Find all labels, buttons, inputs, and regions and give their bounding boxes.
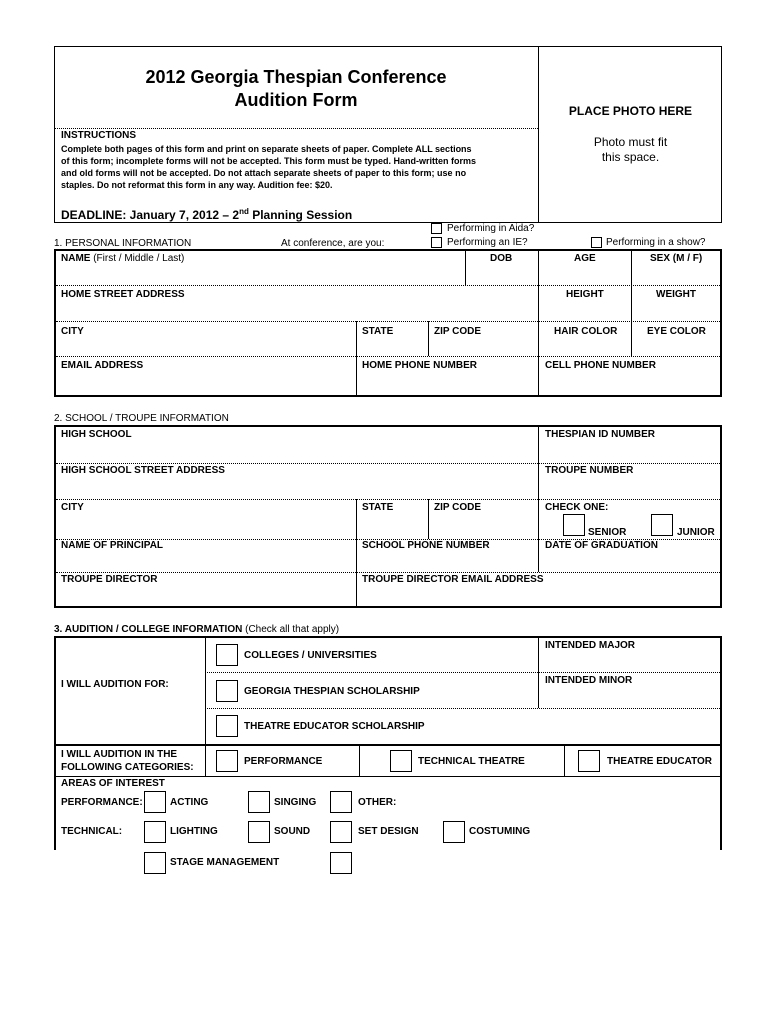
educator-category-checkbox[interactable] bbox=[578, 750, 600, 772]
show-checkbox[interactable] bbox=[591, 237, 602, 248]
technical-areas-label: TECHNICAL: bbox=[61, 826, 123, 837]
tes-checkbox[interactable] bbox=[216, 715, 238, 737]
performance-category-label: PERFORMANCE bbox=[244, 756, 323, 767]
row-divider bbox=[205, 708, 720, 709]
section-3-top-border bbox=[54, 636, 722, 638]
section-3-hint: (Check all that apply) bbox=[242, 624, 340, 635]
lighting-label: LIGHTING bbox=[170, 826, 218, 837]
school-city-field[interactable]: CITY bbox=[61, 502, 84, 513]
row-divider bbox=[56, 499, 720, 500]
school-phone-field[interactable]: SCHOOL PHONE NUMBER bbox=[362, 540, 490, 551]
name-hint: (First / Middle / Last) bbox=[90, 253, 185, 264]
graduation-field[interactable]: DATE OF GRADUATION bbox=[545, 540, 658, 551]
instructions-line-3: and old forms will not be accepted. Do not attach separate sheets of paper to this form; use no bbox=[61, 168, 467, 178]
set-design-checkbox[interactable] bbox=[330, 821, 352, 843]
instructions-heading: INSTRUCTIONS bbox=[61, 130, 136, 141]
col-divider bbox=[356, 499, 357, 606]
areas-of-interest-heading: AREAS OF INTEREST bbox=[61, 778, 165, 789]
conference-prompt: At conference, are you: bbox=[281, 238, 385, 249]
row-divider bbox=[56, 356, 720, 357]
school-zip-field[interactable]: ZIP CODE bbox=[434, 502, 482, 513]
dob-field[interactable]: DOB bbox=[490, 253, 513, 264]
performance-areas-label: PERFORMANCE: bbox=[61, 797, 143, 808]
deadline-suffix: Planning Session bbox=[248, 208, 353, 222]
instructions-line-1: Complete both pages of this form and print on separate sheets of paper. Complete ALL sections bbox=[61, 144, 472, 154]
ie-label: Performing an IE? bbox=[447, 237, 528, 248]
intended-major-field[interactable]: INTENDED MAJOR bbox=[545, 640, 636, 651]
singing-label: SINGING bbox=[274, 797, 317, 808]
instructions-line-4: staples. Do not reformat this form in any way. Audition fee: $20. bbox=[61, 180, 333, 190]
costuming-label: COSTUMING bbox=[469, 826, 531, 837]
stage-management-label: STAGE MANAGEMENT bbox=[170, 857, 280, 868]
photo-title: PLACE PHOTO HERE bbox=[568, 104, 693, 118]
email-field[interactable]: EMAIL ADDRESS bbox=[61, 360, 144, 371]
colleges-label: COLLEGES / UNIVERSITIES bbox=[244, 650, 377, 661]
sound-label: SOUND bbox=[274, 826, 311, 837]
aida-checkbox[interactable] bbox=[431, 223, 442, 234]
acting-label: ACTING bbox=[170, 797, 209, 808]
height-field[interactable]: HEIGHT bbox=[566, 289, 604, 300]
col-divider bbox=[428, 321, 429, 356]
cell-phone-field[interactable]: CELL PHONE NUMBER bbox=[545, 360, 656, 371]
junior-checkbox[interactable] bbox=[651, 514, 673, 536]
categories-label-line-1: I WILL AUDITION IN THE bbox=[61, 749, 178, 760]
gts-checkbox[interactable] bbox=[216, 680, 238, 702]
name-label: NAME bbox=[61, 253, 91, 264]
col-divider bbox=[356, 321, 357, 395]
col-divider bbox=[359, 744, 360, 776]
aida-label: Performing in Aida? bbox=[447, 223, 535, 234]
photo-placeholder[interactable] bbox=[539, 104, 722, 165]
row-divider bbox=[56, 572, 720, 573]
state-field[interactable]: STATE bbox=[362, 326, 394, 337]
name-field[interactable] bbox=[61, 253, 184, 265]
instructions-line-2: of this form; incomplete forms will not be accepted. This form must be typed. Hand-written forms bbox=[61, 156, 477, 166]
col-divider bbox=[205, 636, 206, 776]
section-3-title: 3. AUDITION / COLLEGE INFORMATION bbox=[54, 624, 243, 635]
deadline-sup: nd bbox=[239, 207, 249, 216]
col-divider bbox=[538, 427, 539, 572]
director-email-field[interactable]: TROUPE DIRECTOR EMAIL ADDRESS bbox=[362, 574, 544, 585]
photo-note-1: Photo must fit bbox=[593, 135, 668, 149]
col-divider bbox=[538, 251, 539, 395]
home-address-field[interactable]: HOME STREET ADDRESS bbox=[61, 289, 185, 300]
other-label: OTHER: bbox=[358, 797, 397, 808]
technical-category-label: TECHNICAL THEATRE bbox=[418, 756, 525, 767]
technical-category-checkbox[interactable] bbox=[390, 750, 412, 772]
ie-checkbox[interactable] bbox=[431, 237, 442, 248]
principal-field[interactable]: NAME OF PRINCIPAL bbox=[61, 540, 164, 551]
section-3-heading bbox=[54, 624, 339, 636]
personal-info-table bbox=[54, 249, 722, 397]
high-school-field[interactable]: HIGH SCHOOL bbox=[61, 429, 132, 440]
junior-label: JUNIOR bbox=[677, 527, 715, 538]
row-divider bbox=[56, 321, 720, 322]
costuming-checkbox[interactable] bbox=[443, 821, 465, 843]
performance-category-checkbox[interactable] bbox=[216, 750, 238, 772]
other-checkbox[interactable] bbox=[330, 791, 352, 813]
deadline bbox=[61, 204, 352, 223]
col-divider bbox=[564, 744, 565, 776]
col-divider bbox=[465, 251, 466, 285]
home-phone-field[interactable]: HOME PHONE NUMBER bbox=[362, 360, 478, 371]
colleges-checkbox[interactable] bbox=[216, 644, 238, 666]
stage-management-checkbox[interactable] bbox=[144, 852, 166, 874]
row-divider bbox=[56, 285, 720, 286]
tes-label: THEATRE EDUCATOR SCHOLARSHIP bbox=[244, 721, 425, 732]
title-line-2: Audition Form bbox=[234, 90, 358, 110]
school-state-field[interactable]: STATE bbox=[362, 502, 394, 513]
will-audition-for-label: I WILL AUDITION FOR: bbox=[61, 679, 169, 690]
row-divider bbox=[205, 672, 720, 673]
title-line-1: 2012 Georgia Thespian Conference bbox=[145, 67, 447, 87]
troupe-director-field[interactable]: TROUPE DIRECTOR bbox=[61, 574, 158, 585]
hs-address-field[interactable]: HIGH SCHOOL STREET ADDRESS bbox=[61, 465, 225, 476]
col-divider bbox=[631, 251, 632, 356]
row-divider bbox=[56, 463, 720, 464]
col-divider bbox=[428, 499, 429, 539]
intended-minor-field[interactable]: INTENDED MINOR bbox=[545, 675, 633, 686]
thespian-id-field[interactable]: THESPIAN ID NUMBER bbox=[545, 429, 656, 440]
eye-color-field[interactable]: EYE COLOR bbox=[647, 326, 706, 337]
photo-note-2: this space. bbox=[601, 150, 660, 164]
senior-checkbox[interactable] bbox=[563, 514, 585, 536]
lighting-checkbox[interactable] bbox=[144, 821, 166, 843]
section-1-heading: 1. PERSONAL INFORMATION bbox=[54, 238, 192, 249]
categories-label-line-2: FOLLOWING CATEGORIES: bbox=[61, 762, 194, 773]
check-one-label: CHECK ONE: bbox=[545, 502, 609, 513]
show-label: Performing in a show? bbox=[606, 237, 706, 248]
extra-checkbox[interactable] bbox=[330, 852, 352, 874]
age-field[interactable]: AGE bbox=[574, 253, 596, 264]
sound-checkbox[interactable] bbox=[248, 821, 270, 843]
educator-category-label: THEATRE EDUCATOR bbox=[607, 756, 712, 767]
section-3-right-border bbox=[720, 636, 722, 850]
troupe-number-field[interactable]: TROUPE NUMBER bbox=[545, 465, 634, 476]
set-design-label: SET DESIGN bbox=[358, 826, 419, 837]
deadline-prefix: DEADLINE: January 7, 2012 – 2 bbox=[61, 208, 240, 222]
form-title bbox=[54, 66, 538, 112]
gts-label: GEORGIA THESPIAN SCHOLARSHIP bbox=[244, 686, 420, 697]
weight-field[interactable]: WEIGHT bbox=[656, 289, 696, 300]
section-3-left-border bbox=[54, 636, 56, 850]
zip-field[interactable]: ZIP CODE bbox=[434, 326, 482, 337]
row-divider bbox=[56, 776, 720, 777]
acting-checkbox[interactable] bbox=[144, 791, 166, 813]
hair-color-field[interactable]: HAIR COLOR bbox=[554, 326, 618, 337]
senior-label: SENIOR bbox=[588, 527, 627, 538]
row-divider bbox=[56, 744, 720, 746]
sex-field[interactable]: SEX (M / F) bbox=[650, 253, 703, 264]
singing-checkbox[interactable] bbox=[248, 791, 270, 813]
city-field[interactable]: CITY bbox=[61, 326, 84, 337]
section-2-heading: 2. SCHOOL / TROUPE INFORMATION bbox=[54, 413, 229, 424]
instructions-divider bbox=[54, 128, 538, 129]
